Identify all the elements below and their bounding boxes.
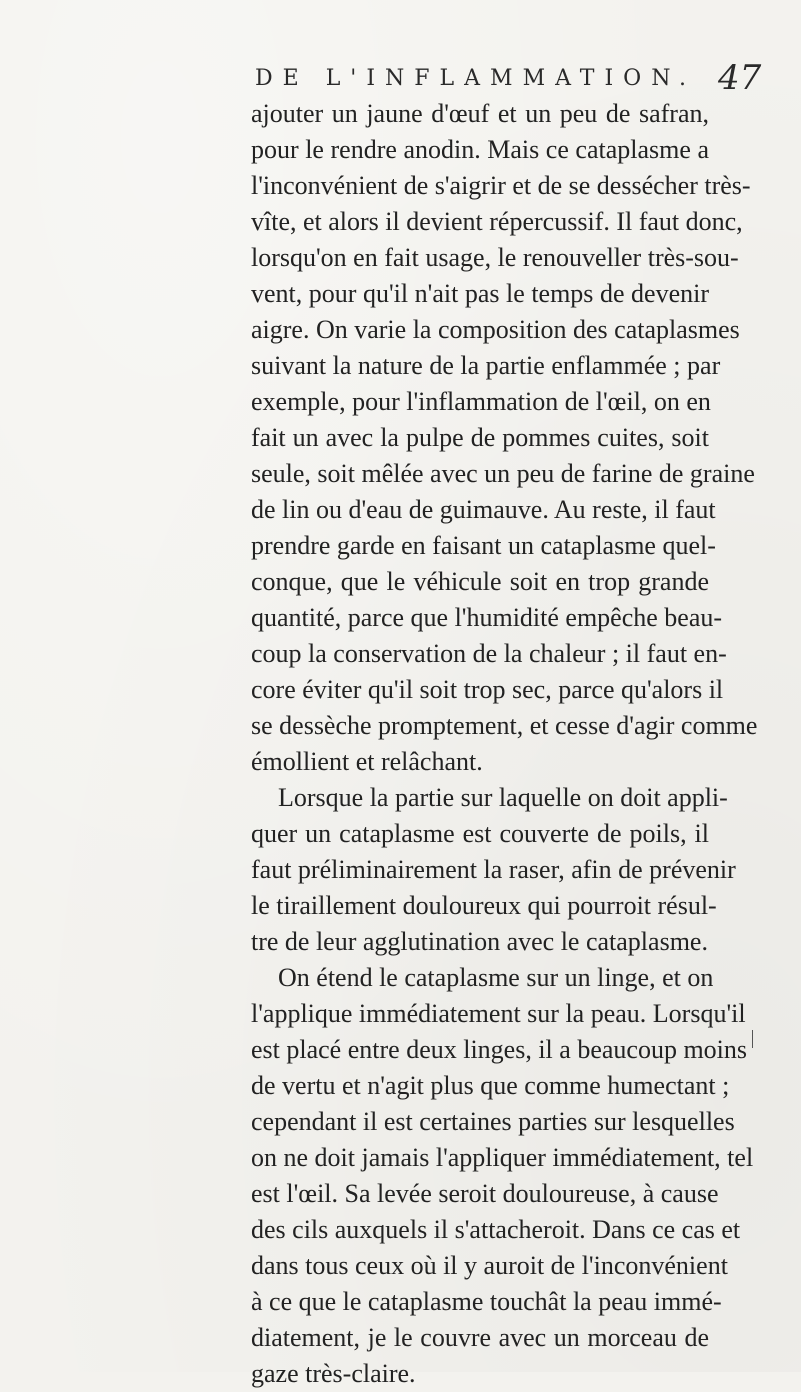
running-head: DE L'INFLAMMATION. bbox=[255, 66, 697, 91]
text-line: ajouter un jaune d'œuf et un peu de safran, bbox=[251, 99, 709, 128]
text-line: des cils auxquels il s'attacheroit. Dans ce cas et bbox=[251, 1215, 741, 1244]
text-line: vent, pour qu'il n'ait pas le temps de devenir bbox=[251, 279, 709, 308]
text-line: vîte, et alors il devient répercussif. Il faut donc, bbox=[251, 207, 743, 236]
text-line: fait un avec la pulpe de pommes cuites, soit bbox=[251, 423, 709, 452]
text-line: Lorsque la partie sur laquelle on doit appli- bbox=[278, 783, 728, 812]
text-line: prendre garde en faisant un cataplasme quel- bbox=[251, 531, 716, 560]
text-line: quantité, parce que l'humidité empêche beau- bbox=[251, 603, 723, 632]
text-line: seule, soit mêlée avec un peu de farine de graine bbox=[251, 459, 755, 488]
text-line: lorsqu'on en fait usage, le renouveller très-sou- bbox=[251, 243, 739, 272]
text-line: se dessèche promptement, et cesse d'agir comme bbox=[251, 711, 758, 740]
text-line: tre de leur agglutination avec le cataplasme. bbox=[251, 927, 708, 956]
text-line: exemple, pour l'inflammation de l'œil, on en bbox=[251, 387, 711, 416]
text-line: de vertu et n'agit plus que comme humectant ; bbox=[251, 1071, 730, 1100]
text-line: l'applique immédiatement sur la peau. Lorsqu'il bbox=[251, 999, 746, 1028]
text-line: coup la conservation de la chaleur ; il faut en- bbox=[251, 639, 727, 668]
text-line: diatement, je le couvre avec un morceau de bbox=[251, 1323, 709, 1352]
margin-mark bbox=[752, 1030, 753, 1048]
text-line: conque, que le véhicule soit en trop grande bbox=[251, 567, 709, 596]
text-line: cependant il est certaines parties sur lesquelles bbox=[251, 1107, 735, 1136]
text-line: l'inconvénient de s'aigrir et de se dessécher très- bbox=[251, 171, 751, 200]
text-line: faut préliminairement la raser, afin de prévenir bbox=[251, 855, 736, 884]
text-line: on ne doit jamais l'appliquer immédiatement, tel bbox=[251, 1143, 754, 1172]
text-line: quer un cataplasme est couverte de poils, il bbox=[251, 819, 709, 848]
text-line: pour le rendre anodin. Mais ce cataplasme a bbox=[251, 135, 709, 164]
text-line: émollient et relâchant. bbox=[251, 747, 483, 776]
text-line: suivant la nature de la partie enflammée ; par bbox=[251, 351, 721, 380]
text-line: le tiraillement douloureux qui pourroit résul- bbox=[251, 891, 717, 920]
text-line: dans tous ceux où il y auroit de l'inconvénient bbox=[251, 1251, 728, 1280]
text-line: est l'œil. Sa levée seroit douloureuse, à cause bbox=[251, 1179, 719, 1208]
text-line: de lin ou d'eau de guimauve. Au reste, il faut bbox=[251, 495, 716, 524]
text-line: gaze très-claire. bbox=[251, 1359, 416, 1388]
text-line: core éviter qu'il soit trop sec, parce qu'alors il bbox=[251, 675, 724, 704]
text-line: On étend le cataplasme sur un linge, et on bbox=[278, 963, 714, 992]
page-number: 47 bbox=[718, 58, 762, 98]
text-line: à ce que le cataplasme touchât la peau immé- bbox=[251, 1287, 722, 1316]
text-line: aigre. On varie la composition des cataplasmes bbox=[251, 315, 740, 344]
text-line: est placé entre deux linges, il a beaucoup moins bbox=[251, 1035, 748, 1064]
